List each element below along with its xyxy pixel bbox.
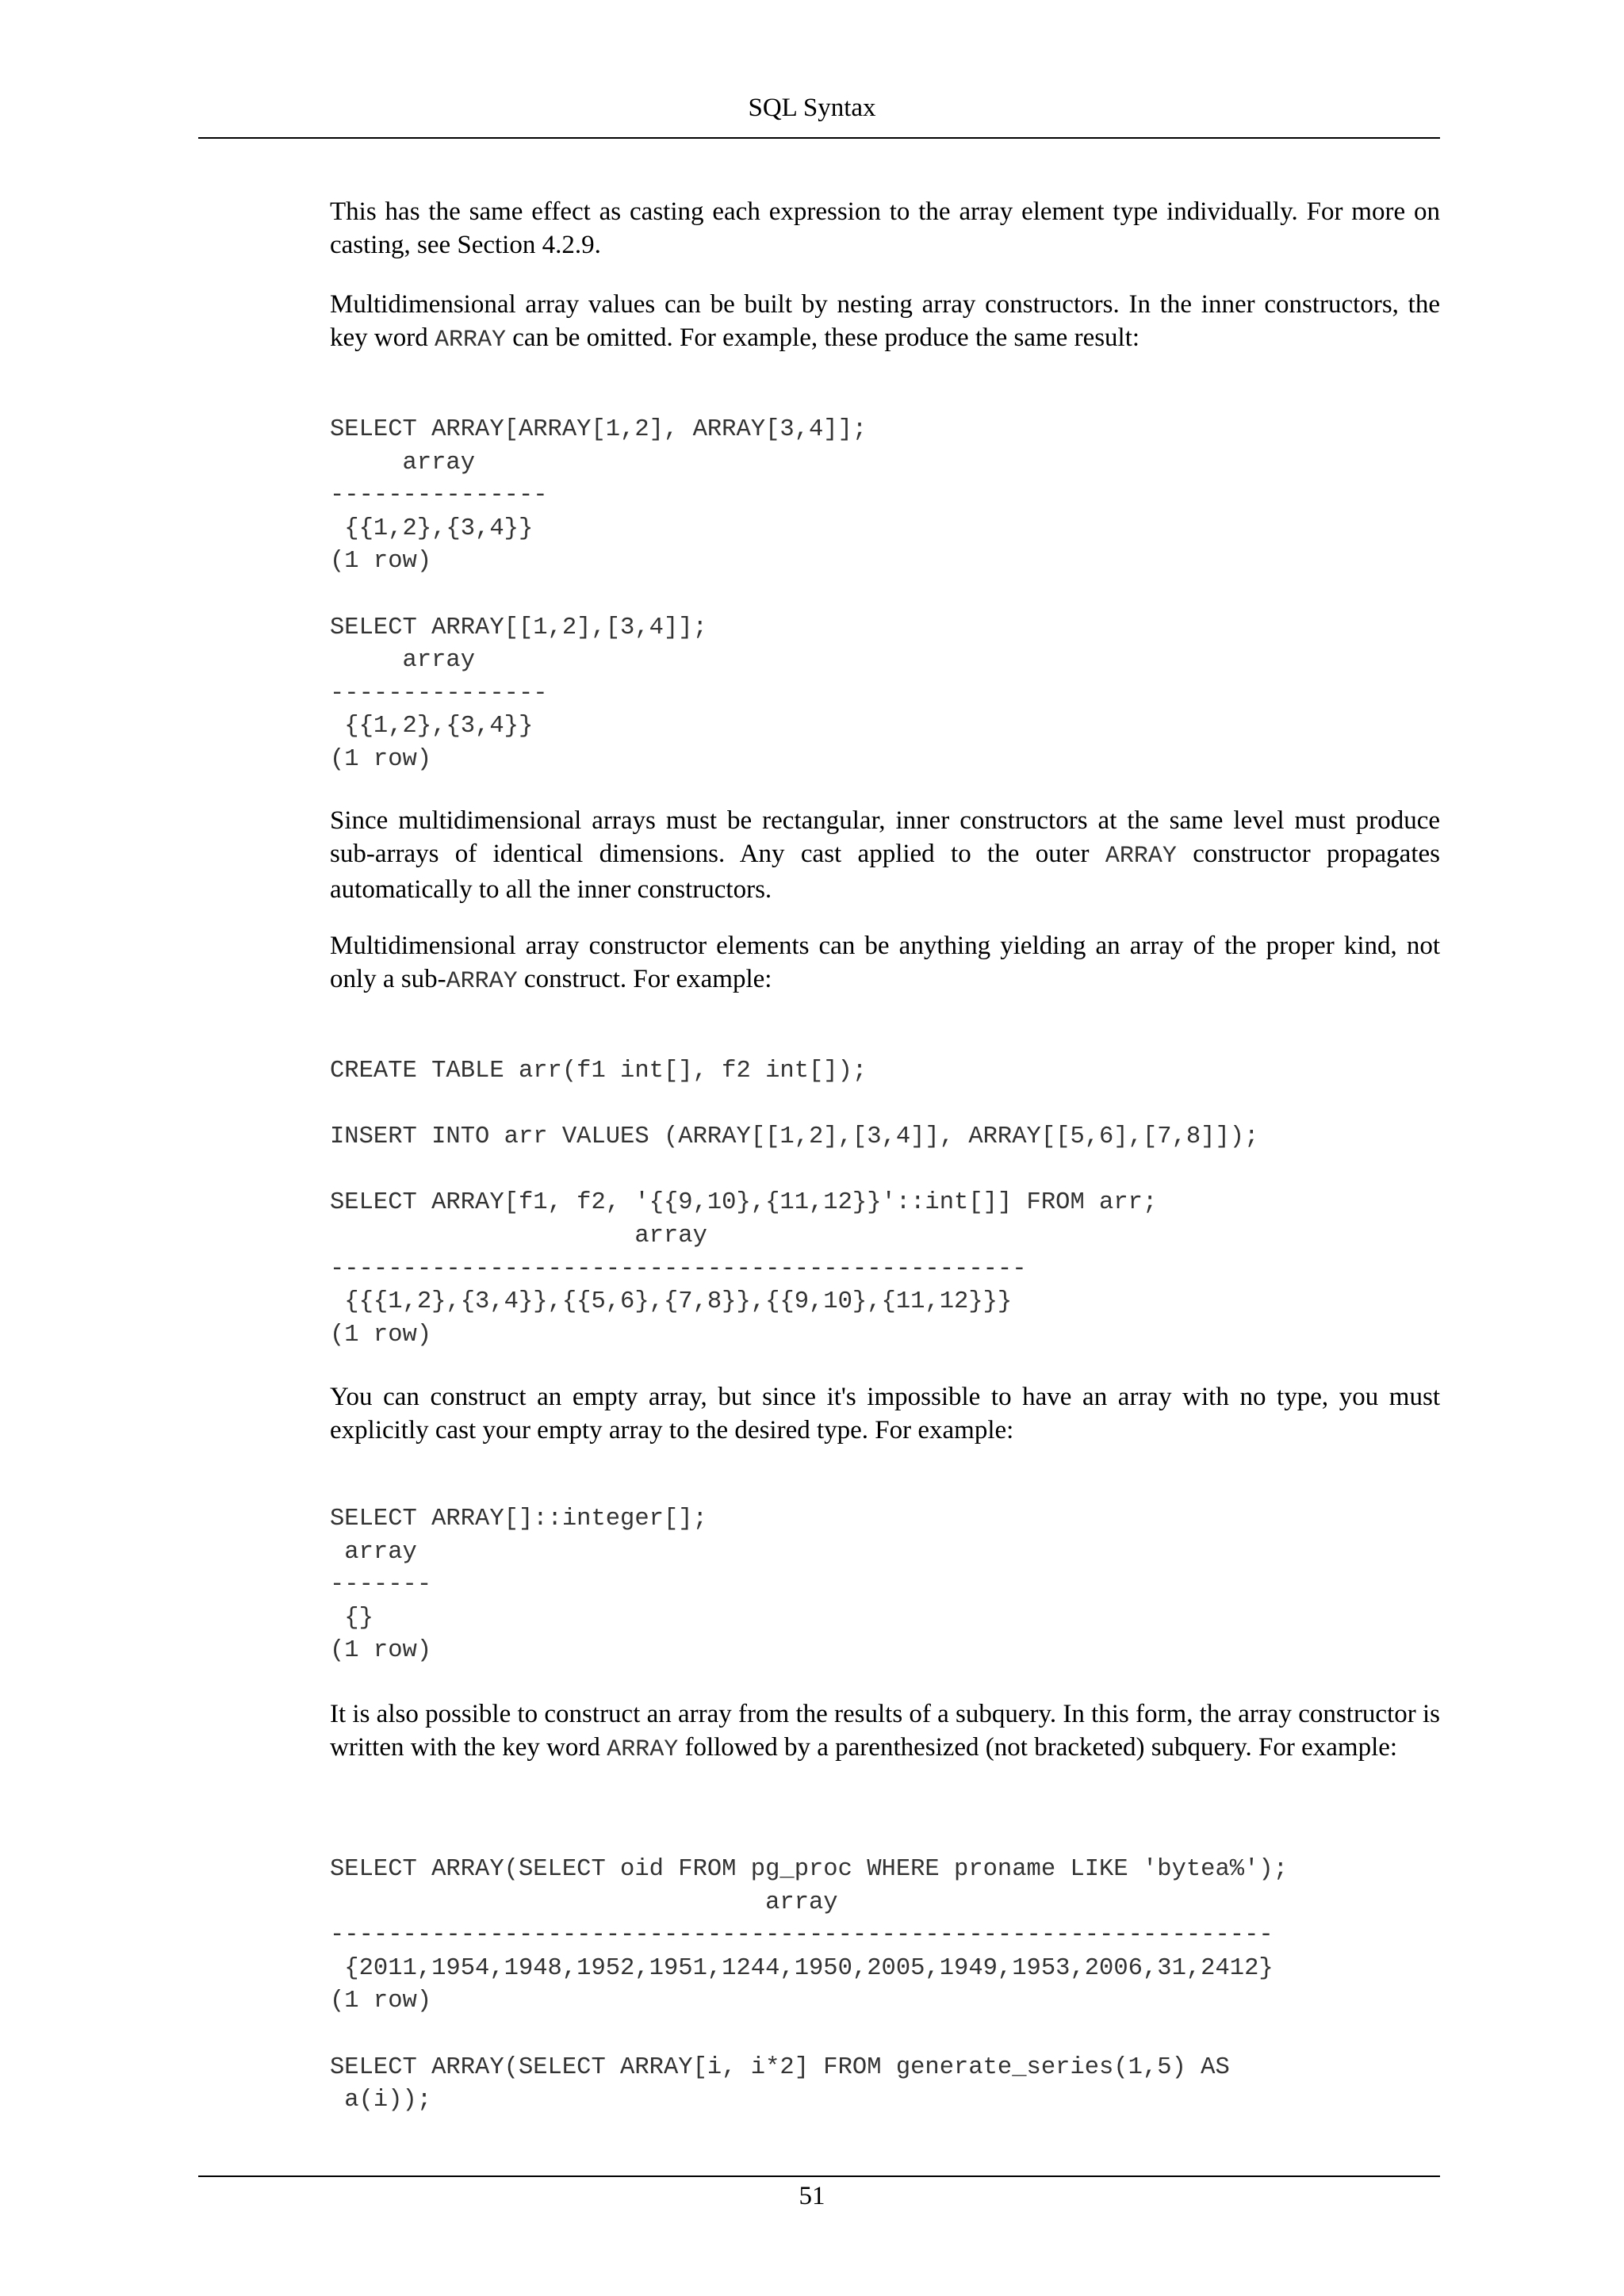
- paragraph-text: can be omitted. For example, these produce the same result:: [505, 323, 1140, 352]
- code-block-empty-array: SELECT ARRAY[]::integer[]; array ------- {} (1 row): [330, 1506, 707, 1665]
- paragraph-casting: This has the same effect as casting each expression to the array element type individually. For more on casting, see Section 4.2.9.: [330, 197, 1440, 259]
- paragraph-text: Multidimensional array values can be built by nesting array constructors. In the inner constructors, the key word: [330, 290, 1440, 352]
- code-block-nested-arrays: SELECT ARRAY[ARRAY[1,2], ARRAY[3,4]]; array --------------- {{1,2},{3,4}} (1 row) SELECT ARRAY[[1,2],[3,4]]; array --------------- {{1,2},{3,4}} (1 row): [330, 416, 868, 773]
- code-block-subquery: SELECT ARRAY(SELECT oid FROM pg_proc WHERE proname LIKE 'bytea%'); array ----------------------------------------------------------------- {2011,1954,1948,1952,1951,1244,1950,2005,1949,1953,2006,31,2412} (1 row) SELECT ARRAY(SELECT ARRAY[i, i*2] FROM generate_series(1,5) AS a(i));: [330, 1856, 1288, 2114]
- paragraph-rectangular: [330, 804, 1440, 906]
- footer-rule: [198, 2175, 1440, 2177]
- paragraph-text: Since multidimensional arrays must be rectangular, inner constructors at the same level must produce sub-arrays of identical dimensions. Any cast applied to the outer: [330, 806, 1440, 868]
- inline-code-array: ARRAY: [446, 968, 518, 995]
- code-block-create-table: CREATE TABLE arr(f1 int[], f2 int[]); INSERT INTO arr VALUES (ARRAY[[1,2],[3,4]], ARRAY[[5,6],[7,8]]); SELECT ARRAY[f1, f2, '{{9,10},{11,12}}'::int[]] FROM arr; array ------------------------------------------------ {{{1,2},{3,4}},{{5,6},{7,8}},{{9,10},{11,12}}} (1 row): [330, 1058, 1259, 1349]
- running-header: SQL Syntax: [748, 94, 876, 122]
- page-number: 51: [799, 2182, 825, 2210]
- paragraph-text: Multidimensional array constructor elements can be anything yielding an array of the proper kind, not only a sub-: [330, 932, 1440, 993]
- paragraph-text: constructor propagates automatically to all the inner constructors.: [330, 840, 1440, 904]
- inline-code-array: ARRAY: [434, 327, 506, 354]
- paragraph-text: followed by a parenthesized (not bracketed) subquery. For example:: [678, 1733, 1398, 1762]
- paragraph-constructor-elements: [330, 929, 1440, 998]
- inline-code-array: ARRAY: [607, 1736, 679, 1763]
- paragraph-text: construct. For example:: [517, 965, 772, 993]
- paragraph-multidimensional: [330, 288, 1440, 357]
- inline-code-array: ARRAY: [1105, 843, 1177, 870]
- paragraph-empty-array: You can construct an empty array, but since it's impossible to have an array with no type, you must explicitly cast your empty array to the desired type. For example:: [330, 1383, 1440, 1445]
- paragraph-text: It is also possible to construct an array from the results of a subquery. In this form, the array constructor is written with the key word: [330, 1700, 1441, 1762]
- paragraph-subquery: [330, 1697, 1440, 1766]
- header-rule: [198, 137, 1440, 139]
